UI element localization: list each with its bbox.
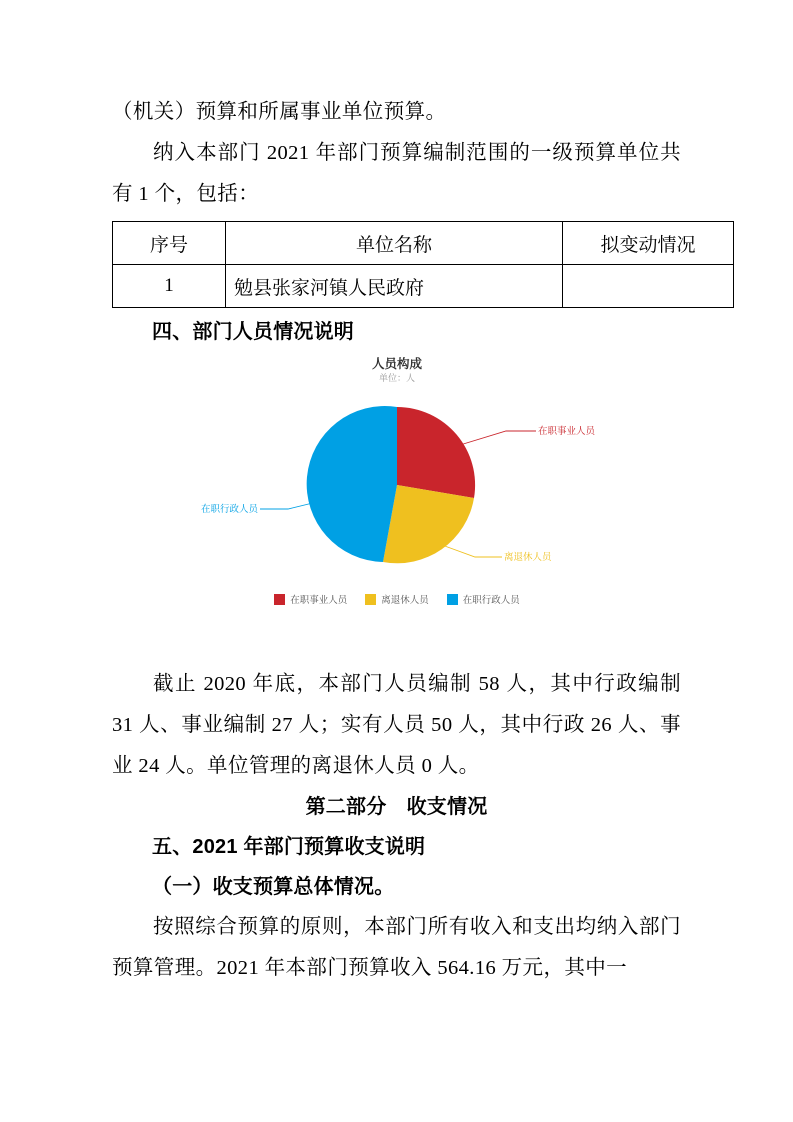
chart-canvas bbox=[112, 385, 682, 590]
legend-label: 离退休人员 bbox=[381, 595, 429, 606]
legend-swatch-icon bbox=[447, 594, 458, 605]
pie-label-xingzheng: 在职行政人员 bbox=[200, 504, 258, 515]
chart-title: 人员构成 bbox=[371, 357, 422, 371]
pie-label-lituixiu: 离退休人员 bbox=[504, 552, 552, 563]
heading-part-two: 第二部分 收支情况 bbox=[305, 796, 488, 818]
leader-line-shiye bbox=[460, 431, 536, 445]
pie-slice-shiye bbox=[397, 407, 475, 498]
legend-label: 在职事业人员 bbox=[290, 595, 348, 606]
legend-item-shiye bbox=[274, 592, 347, 606]
table-header-no: 序号 bbox=[113, 222, 226, 265]
leader-line-lituixiu bbox=[442, 545, 502, 557]
chart-legend bbox=[112, 592, 682, 606]
table-cell-change bbox=[563, 265, 734, 308]
heading-subsection-one: （一）收支预算总体情况。 bbox=[152, 876, 395, 898]
paragraph-intro: （机关）预算和所属事业单位预算。 bbox=[112, 101, 447, 123]
table-cell-no: 1 bbox=[113, 265, 226, 308]
spacer bbox=[112, 638, 681, 664]
table-row bbox=[113, 265, 734, 308]
paragraph-personnel-stats: 截止 2020 年底，本部门人员编制 58 人，其中行政编制 31 人、事业编制 27 人；实有人员 50 人，其中行政 26 人、事业 24 人。单位管理的离退休人员 0 人。 bbox=[112, 673, 681, 777]
unit-table bbox=[112, 221, 734, 308]
legend-swatch-icon bbox=[274, 594, 285, 605]
legend-item-lituixiu bbox=[365, 592, 429, 606]
paragraph-budget-scope: 纳入本部门 2021 年部门预算编制范围的一级预算单位共有 1 个，包括： bbox=[112, 142, 681, 205]
legend-swatch-icon bbox=[365, 594, 376, 605]
table-header-change: 拟变动情况 bbox=[563, 222, 734, 265]
legend-label: 在职行政人员 bbox=[462, 595, 520, 606]
table-header-name: 单位名称 bbox=[226, 222, 563, 265]
pie-slice-xingzheng bbox=[307, 406, 397, 562]
table-header-row bbox=[113, 222, 734, 265]
table-cell-name: 勉县张家河镇人民政府 bbox=[226, 265, 563, 308]
heading-personnel: 四、部门人员情况说明 bbox=[152, 321, 354, 343]
chart-subtitle: 单位：人 bbox=[378, 373, 415, 383]
personnel-pie-chart bbox=[112, 356, 682, 636]
pie-label-shiye: 在职事业人员 bbox=[538, 426, 596, 437]
paragraph-budget-total: 按照综合预算的原则，本部门所有收入和支出均纳入部门预算管理。2021 年本部门预算收入 564.16 万元，其中一 bbox=[112, 916, 681, 979]
legend-item-xingzheng bbox=[447, 592, 520, 606]
heading-section-five: 五、2021 年部门预算收支说明 bbox=[152, 836, 426, 858]
